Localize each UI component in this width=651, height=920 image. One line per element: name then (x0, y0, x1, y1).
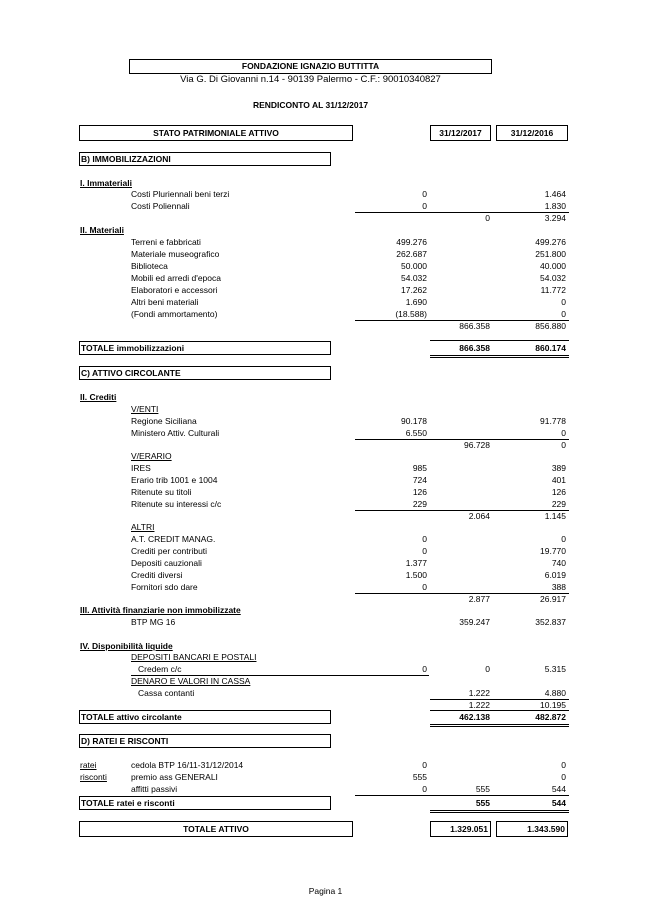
list-item-v2017: 90.178 (401, 416, 427, 426)
ratei-tag: ratei (80, 760, 97, 770)
list-item-label: Ministero Attiv. Culturali (131, 428, 220, 438)
list-item-v2017: 0 (422, 546, 427, 556)
list-item-label: Terreni e fabbricati (131, 237, 201, 247)
list-item-label: cedola BTP 16/11-31/12/2014 (131, 760, 244, 770)
report-title: RENDICONTO AL 31/12/2017 (252, 100, 369, 110)
attivita-finanziarie-label: III. Attività finanziarie non immobilizzate (80, 605, 241, 615)
list-item-v2016: 91.778 (540, 416, 566, 426)
divider (430, 812, 569, 813)
list-item-v2017: 499.276 (396, 237, 427, 247)
list-item-v2016: 0 (561, 428, 566, 438)
list-item-v2016: 11.772 (540, 285, 566, 295)
list-item-v2016: 740 (551, 558, 566, 568)
subtotal-2016: 856.880 (535, 321, 566, 331)
subtotal-2017: 0 (485, 213, 490, 223)
total-2017: 866.358 (459, 343, 490, 353)
list-item-v2017: 0 (422, 189, 427, 199)
list-item-label: Costi Pluriennali beni terzi (131, 189, 230, 199)
list-item-label: Cassa contanti (138, 688, 195, 698)
depositi-label: DEPOSITI BANCARI E POSTALI (131, 652, 257, 662)
list-item-v2016: 1.464 (544, 189, 566, 199)
list-item-v2016: 389 (551, 463, 566, 473)
total-2016: 482.872 (535, 712, 566, 722)
list-item-v2016: 388 (551, 582, 566, 592)
list-item-label: Crediti diversi (131, 570, 183, 580)
list-item-v2016: 1.830 (544, 201, 566, 211)
list-item-v2017: 1.690 (405, 297, 427, 307)
col-2017-header: 31/12/2017 (439, 128, 482, 138)
table-title: STATO PATRIMONIALE ATTIVO (153, 128, 279, 138)
list-item-label: premio ass GENERALI (131, 772, 218, 782)
divider (430, 810, 569, 811)
list-item-v2016: 54.032 (540, 273, 566, 283)
list-item-v2017: 0 (485, 664, 490, 674)
list-item-v2017: 0 (422, 201, 427, 211)
total-2016: 860.174 (535, 343, 566, 353)
list-item-label: Ritenute su titoli (131, 487, 192, 497)
total-2016: 544 (551, 798, 566, 808)
list-item-label: Elaboratori e accessori (131, 285, 218, 295)
subtotal-2016: 10.195 (540, 700, 566, 710)
list-item-v1: 555 (412, 772, 427, 782)
subtotal-2016: 3.294 (544, 213, 566, 223)
divider (355, 795, 569, 796)
divider (430, 710, 569, 711)
page-number: Pagina 1 (308, 886, 343, 896)
section-c-title: C) ATTIVO CIRCOLANTE (81, 368, 181, 378)
list-item-v2016: 0 (561, 534, 566, 544)
list-item-v2016: 4.880 (544, 688, 566, 698)
list-item-label: Fornitori sdo dare (131, 582, 198, 592)
list-item-v2016: 401 (551, 475, 566, 485)
grand-total-label: TOTALE ATTIVO (183, 824, 249, 834)
list-item-label: Costi Poliennali (131, 201, 190, 211)
list-item-v2016: 19.770 (540, 546, 566, 556)
list-item-v2017: 1.377 (405, 558, 427, 568)
list-item-v2016: 544 (551, 784, 566, 794)
list-item-v2017: 126 (412, 487, 427, 497)
list-item-v2017: 1.222 (468, 688, 490, 698)
list-item-v1: 0 (422, 760, 427, 770)
altri-label: ALTRI (131, 522, 155, 532)
subtotal-2016: 1.145 (544, 511, 566, 521)
total-label: TOTALE ratei e risconti (81, 798, 175, 808)
list-item-v2017: 724 (412, 475, 427, 485)
org-name: FONDAZIONE IGNAZIO BUTTITTA (241, 61, 380, 71)
list-item-v2017: 262.687 (396, 249, 427, 259)
list-item-label: Regione Siciliana (131, 416, 197, 426)
list-item-label: BTP MG 16 (131, 617, 176, 627)
divider (430, 355, 569, 356)
list-item-v2017: 359.247 (459, 617, 490, 627)
list-item-v2016: 229 (551, 499, 566, 509)
total-label: TOTALE immobilizzazioni (81, 343, 185, 353)
risconti-tag: risconti (80, 772, 107, 782)
immateriali-label: I. Immateriali (80, 178, 132, 188)
list-item-v2016: 6.019 (544, 570, 566, 580)
erario-label: V/ERARIO (131, 451, 172, 461)
divider (430, 724, 569, 725)
total-2017: 555 (475, 798, 490, 808)
subtotal-2017: 866.358 (459, 321, 490, 331)
list-item-v2017: 229 (412, 499, 427, 509)
list-item-label: Materiale museografico (131, 249, 220, 259)
divider (430, 357, 569, 358)
subtotal-2017: 96.728 (464, 440, 490, 450)
list-item-v2016: 0 (561, 309, 566, 319)
total-2017: 462.138 (459, 712, 490, 722)
list-item-v2017: 17.262 (401, 285, 427, 295)
list-item-label: Erario trib 1001 e 1004 (131, 475, 218, 485)
list-item-label: Mobili ed arredi d'epoca (131, 273, 221, 283)
enti-label: V/ENTI (131, 404, 159, 414)
list-item-v2016: 0 (561, 297, 566, 307)
list-item-v2017: 0 (422, 534, 427, 544)
grand-total-2017: 1.329.051 (450, 824, 488, 834)
subtotal-2016: 26.917 (540, 594, 566, 604)
subtotal-2017: 2.877 (468, 594, 490, 604)
list-item-v2017: 6.550 (405, 428, 427, 438)
list-item-label: Altri beni materiali (131, 297, 199, 307)
list-item-label: (Fondi ammortamento) (131, 309, 218, 319)
section-d-title: D) RATEI E RISCONTI (81, 736, 169, 746)
col-2016-header: 31/12/2016 (510, 128, 554, 138)
list-item-v2017: 50.000 (401, 261, 427, 271)
list-item-v2016: 5.315 (544, 664, 566, 674)
list-item-v2017: 1.500 (405, 570, 427, 580)
list-item-label: IRES (131, 463, 151, 473)
list-item-v2017: 985 (412, 463, 427, 473)
list-item-v2016: 0 (561, 760, 566, 770)
crediti-label: II. Crediti (80, 392, 117, 402)
list-item-label: A.T. CREDIT MANAG. (131, 534, 216, 544)
list-item-label: Depositi cauzionali (131, 558, 202, 568)
denaro-label: DENARO E VALORI IN CASSA (131, 676, 251, 686)
list-item-v1: 0 (422, 664, 427, 674)
list-item-label: affitti passivi (131, 784, 178, 794)
list-item-label: Biblioteca (131, 261, 168, 271)
list-item-v2017: 54.032 (401, 273, 427, 283)
list-item-v2016: 352.837 (535, 617, 566, 627)
disponibilita-label: IV. Disponibilità liquide (80, 641, 173, 651)
subtotal-2016: 0 (561, 440, 566, 450)
divider (430, 726, 569, 727)
list-item-v2016: 40.000 (540, 261, 566, 271)
materiali-label: II. Materiali (80, 225, 124, 235)
subtotal-2017: 1.222 (468, 700, 490, 710)
list-item-label: Ritenute su interessi c/c (131, 499, 222, 509)
list-item-v2017: 0 (422, 582, 427, 592)
list-item-v2016: 126 (551, 487, 566, 497)
list-item-v2017: 555 (475, 784, 490, 794)
list-item-v2016: 0 (561, 772, 566, 782)
list-item-v2017: (18.588) (395, 309, 427, 319)
section-b-title: B) IMMOBILIZZAZIONI (81, 154, 171, 164)
list-item-v2016: 251.800 (535, 249, 566, 259)
list-item-label: Credem c/c (138, 664, 182, 674)
total-label: TOTALE attivo circolante (81, 712, 182, 722)
org-address: Via G. Di Giovanni n.14 - 90139 Palermo - C.F.: 90010340827 (180, 74, 441, 85)
divider (430, 340, 569, 341)
list-item-v1: 0 (422, 784, 427, 794)
grand-total-2016: 1.343.590 (527, 824, 565, 834)
list-item-label: Crediti per contributi (131, 546, 208, 556)
list-item-v2016: 499.276 (535, 237, 566, 247)
subtotal-2017: 2.064 (468, 511, 490, 521)
